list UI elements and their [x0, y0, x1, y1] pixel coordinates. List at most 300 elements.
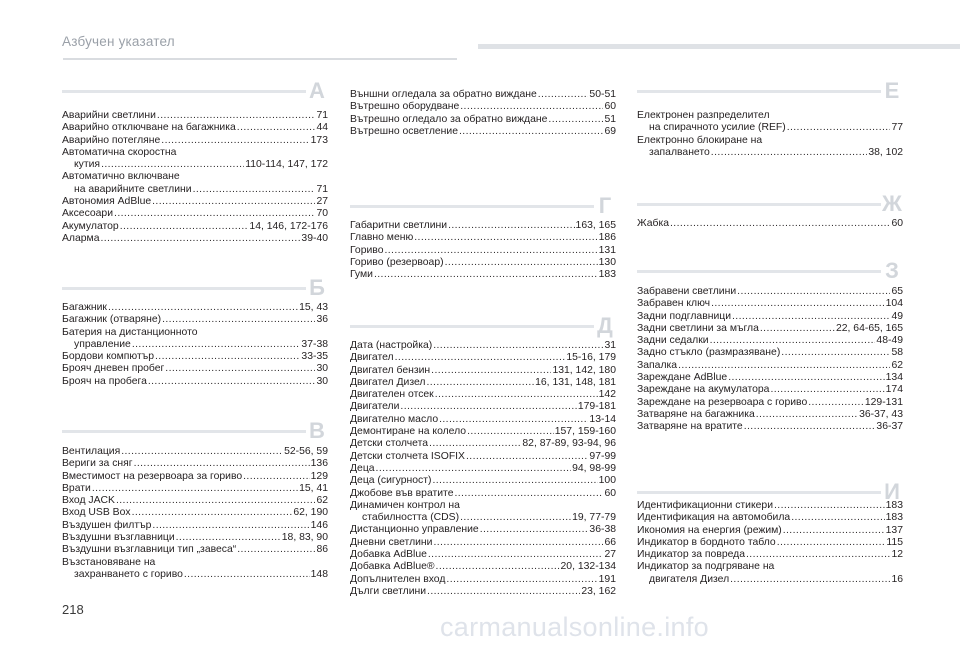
entry-page: 110-114, 147, 172 [245, 159, 328, 171]
entry-page: 23, 162 [581, 585, 616, 597]
entry-term: Въздушни възглавници тип „завеса“ [62, 544, 237, 556]
dot-leader [710, 335, 876, 347]
index-entry [637, 360, 903, 372]
index-entry [637, 525, 903, 537]
index-entry [62, 376, 328, 388]
entry-term: Въздушен филтър [62, 519, 152, 531]
entry-page: 146 [310, 519, 328, 531]
entry-term: Аварийно отключване на багажника [62, 122, 236, 134]
section-letter: А [306, 78, 328, 104]
index-section [62, 446, 328, 581]
entry-term: Задни подглавници [637, 310, 732, 322]
entry-term: кутия [74, 159, 101, 171]
dot-leader [132, 507, 293, 519]
entry-page: 30 [316, 375, 328, 387]
entry-term: Запалка [637, 359, 678, 371]
dot-leader [732, 311, 890, 323]
index-entry [637, 537, 903, 549]
entry-term: Електронен разпределител [637, 110, 770, 121]
entry-page: 31 [604, 340, 616, 351]
index-entry [62, 532, 328, 544]
entry-term: Дата (настройка) [350, 340, 433, 351]
entry-page: 52-56, 59 [284, 446, 328, 457]
entry-page: 131, 142, 180 [552, 364, 616, 376]
entry-term: Затваряне на вратите [637, 421, 743, 433]
index-entry [350, 220, 616, 232]
entry-page: 174 [885, 384, 903, 396]
index-entry [350, 269, 616, 281]
index-entry [62, 135, 328, 147]
entry-term: Габаритни светлини [350, 220, 448, 231]
index-entry [62, 196, 328, 208]
dot-leader [429, 438, 521, 450]
entry-term: Двигателен отсек [350, 389, 434, 401]
dot-leader [466, 451, 588, 463]
dot-leader [538, 89, 589, 101]
entry-term: Зареждане на акумулатора [637, 384, 770, 396]
dot-leader [435, 389, 598, 401]
entry-page: 60 [604, 101, 616, 113]
index-entry [350, 365, 616, 377]
dot-leader [460, 101, 603, 113]
dot-leader [791, 512, 884, 524]
index-entry [62, 569, 328, 581]
index-entry [637, 409, 903, 421]
section-divider [350, 193, 616, 218]
entry-page: 77 [891, 122, 903, 134]
index-entry [637, 512, 903, 524]
entry-page: 48-49 [876, 335, 903, 347]
entry-term: Автоматична скоростна [62, 146, 177, 158]
index-entry [62, 302, 328, 314]
entry-term: Вътрешно оборудване [350, 101, 460, 113]
dot-leader [670, 218, 890, 230]
entry-page: 39-40 [301, 232, 328, 244]
entry-page: 20, 132-134 [560, 561, 616, 573]
entry-page: 183 [885, 500, 903, 511]
entry-term: Главно меню [350, 232, 414, 244]
entry-page: 18, 83, 90 [281, 532, 328, 544]
page-number: 218 [62, 602, 84, 617]
index-entry [637, 347, 903, 359]
dot-leader [152, 520, 309, 532]
dot-leader [114, 208, 315, 220]
index-entry [350, 475, 616, 487]
index-entry [62, 208, 328, 220]
entry-term: Възстановяване на [62, 556, 156, 568]
entry-term: Гориво [350, 244, 384, 256]
index-entry [350, 438, 616, 450]
entry-page: 69 [604, 125, 616, 137]
entry-page: 70 [316, 208, 328, 220]
entry-page: 60 [604, 487, 616, 499]
section-letter: В [306, 418, 328, 444]
entry-page: 131 [598, 244, 616, 256]
entry-page: 137 [885, 524, 903, 536]
dot-leader [157, 110, 316, 122]
index-entry [350, 352, 616, 364]
index-entry [62, 184, 328, 196]
entry-page: 58 [891, 347, 903, 359]
entry-term: Задно стъкло (размразяване) [637, 347, 781, 359]
index-entry [637, 421, 903, 433]
entry-term: Вериги за сняг [62, 458, 133, 470]
entry-page: 36 [316, 314, 328, 326]
index-section [350, 220, 616, 281]
dot-leader [446, 574, 597, 586]
entry-term: Допълнителен вход [350, 573, 446, 585]
dot-leader [400, 401, 576, 413]
dot-leader [448, 220, 574, 232]
dot-leader [678, 360, 890, 372]
index-entry [350, 389, 616, 401]
entry-page: 134 [885, 372, 903, 384]
dot-leader [480, 524, 589, 536]
entry-term: запалването [649, 146, 710, 158]
index-entry [62, 233, 328, 245]
dot-leader [711, 147, 868, 159]
index-entry [637, 147, 903, 159]
dot-leader [445, 257, 598, 269]
entry-page: 115 [886, 536, 903, 548]
entry-page: 65 [891, 286, 903, 297]
entry-page: 71 [316, 183, 328, 195]
section-letter: Б [306, 275, 328, 301]
dot-leader [781, 347, 890, 359]
dot-leader [756, 409, 858, 421]
dot-leader [436, 561, 560, 573]
entry-term: Добавка AdBlue [350, 549, 427, 561]
dot-leader [433, 340, 603, 352]
index-entry [62, 446, 328, 458]
dot-leader [414, 232, 597, 244]
index-entry [62, 520, 328, 532]
entry-term: Вместимост на резервоара за гориво [62, 470, 243, 482]
index-section [350, 89, 616, 138]
index-entry [637, 372, 903, 384]
index-entry [350, 126, 616, 138]
index-entry [350, 512, 616, 524]
entry-page: 82, 87-89, 93-94, 96 [522, 438, 616, 450]
dot-leader [711, 298, 885, 310]
entry-page: 94, 98-99 [572, 462, 616, 474]
dot-leader [808, 397, 864, 409]
dot-leader [116, 495, 315, 507]
dot-leader [108, 302, 298, 314]
index-entry [350, 574, 616, 586]
entry-term: Жабка [637, 218, 669, 229]
entry-page: 36-37, 43 [859, 408, 903, 420]
entry-term: Гориво (резервоар) [350, 256, 444, 268]
dot-leader [184, 569, 310, 581]
dot-leader [777, 537, 886, 549]
dot-leader [774, 500, 885, 512]
entry-term: Аварийни светлини [62, 110, 156, 121]
index-entry [350, 245, 616, 257]
dot-leader [101, 159, 244, 171]
dot-leader [770, 384, 884, 396]
entry-term: Детски столчета ISOFIX [350, 450, 465, 462]
entry-term: Брояч на пробега [62, 375, 147, 387]
index-entry [350, 401, 616, 413]
entry-page: 129-131 [864, 396, 903, 408]
dot-leader [730, 574, 890, 586]
entry-page: 104 [885, 298, 903, 310]
index-entry [350, 89, 616, 101]
index-entry [350, 524, 616, 536]
entry-page: 16, 131, 148, 181 [535, 376, 616, 388]
section-letter: Ж [882, 191, 902, 216]
dot-leader [548, 114, 603, 126]
dot-leader [152, 196, 315, 208]
dot-leader [728, 372, 884, 384]
index-entry [637, 549, 903, 561]
index-entry [350, 463, 616, 475]
section-divider [62, 418, 328, 443]
entry-page: 157, 159-160 [554, 426, 616, 438]
index-entry [637, 574, 903, 586]
entry-term: Зареждане на резервоара с гориво [637, 396, 808, 408]
entry-page: 186 [598, 232, 616, 244]
index-entry [637, 397, 903, 409]
index-entry [637, 500, 903, 512]
section-letter: З [881, 258, 903, 284]
index-entry [350, 586, 616, 598]
entry-term: Джобове във вратите [350, 487, 454, 499]
entry-term: Електронно блокиране на [637, 134, 763, 146]
dot-leader [431, 365, 551, 377]
entry-term: Автономия AdBlue [62, 196, 152, 208]
entry-term: Индикатор за подгряване на [637, 561, 775, 573]
entry-term: Динамичен контрол на [350, 499, 460, 511]
entry-page: 71 [316, 110, 328, 121]
dot-leader [460, 512, 571, 524]
entry-term: Вътрешно осветление [350, 125, 458, 137]
entry-term: Двигателно масло [350, 413, 439, 425]
dot-leader [376, 463, 572, 475]
entry-page: 12 [891, 549, 903, 561]
section-divider [62, 275, 328, 300]
index-entry [62, 507, 328, 519]
dot-leader [384, 245, 597, 257]
entry-page: 62, 190 [293, 507, 328, 519]
dot-leader [428, 549, 604, 561]
dot-leader [134, 458, 310, 470]
entry-term: Дълги светлини [350, 585, 427, 597]
entry-term: Зареждане AdBlue [637, 372, 728, 384]
dot-leader [161, 135, 309, 147]
index-section [637, 286, 903, 434]
dot-leader [148, 376, 316, 388]
dot-leader [454, 488, 603, 500]
entry-term: на аварийните светлини [74, 183, 192, 195]
entry-page: 27 [604, 549, 616, 561]
section-letter: И [881, 479, 903, 505]
dot-leader [746, 549, 890, 561]
entry-page: 51 [604, 113, 616, 125]
header-rule-right [478, 44, 960, 49]
entry-term: захранването с гориво [74, 568, 183, 580]
entry-page: 19, 77-79 [572, 512, 616, 524]
entry-term: Забравен ключ [637, 298, 711, 310]
entry-page: 38, 102 [868, 146, 903, 158]
index-entry [62, 314, 328, 326]
dot-leader [467, 426, 554, 438]
dot-leader [155, 351, 300, 363]
index-entry [637, 323, 903, 335]
index-entry [637, 298, 903, 310]
dot-leader [426, 377, 534, 389]
entry-term: двигателя Дизел [649, 573, 730, 585]
section-letter: Д [594, 313, 616, 339]
section-divider [637, 258, 903, 283]
entry-term: Аварийно потегляне [62, 134, 161, 146]
entry-term: Акумулатор [62, 220, 119, 232]
entry-page: 130 [598, 256, 616, 268]
dot-leader [787, 122, 891, 134]
index-entry [62, 471, 328, 483]
dot-leader [165, 363, 315, 375]
index-entry [62, 483, 328, 495]
entry-term: Затваряне на багажника [637, 408, 755, 420]
entry-page: 16 [891, 573, 903, 585]
index-section [62, 110, 328, 245]
index-entry [62, 339, 328, 351]
index-entry [62, 351, 328, 363]
entry-page: 14, 146, 172-176 [249, 220, 328, 232]
entry-term: Идентификационни стикери [637, 500, 774, 511]
entry-page: 36-37 [876, 421, 903, 433]
entry-term: Багажник [62, 302, 107, 313]
entry-term: Дневни светлини [350, 536, 433, 548]
dot-leader [432, 475, 597, 487]
entry-page: 142 [598, 389, 616, 401]
entry-term: Идентификация на автомобила [637, 512, 791, 524]
index-entry [637, 384, 903, 396]
entry-term: Гуми [350, 269, 373, 281]
entry-page: 15-16, 179 [566, 352, 616, 364]
section-divider [637, 479, 903, 504]
entry-page: 97-99 [589, 450, 616, 462]
entry-page: 191 [598, 573, 616, 585]
entry-term: Индикатор в бордното табло [637, 536, 776, 548]
index-entry [350, 232, 616, 244]
entry-term: Двигател [350, 352, 394, 364]
entry-page: 22, 64-65, 165 [835, 322, 903, 334]
dot-leader [439, 414, 588, 426]
section-divider [350, 313, 616, 338]
index-section [637, 218, 903, 230]
dot-leader [92, 483, 298, 495]
entry-page: 62 [316, 495, 328, 507]
index-entry [637, 286, 903, 298]
dot-leader [162, 314, 315, 326]
entry-term: Двигатели [350, 401, 400, 413]
entry-term: Автоматично включване [62, 171, 180, 183]
dot-leader [433, 537, 603, 549]
dot-leader [193, 184, 316, 196]
index-entry [62, 363, 328, 375]
entry-term: Задни светлини за мъгла [637, 322, 759, 334]
dot-leader [427, 586, 580, 598]
dot-leader [237, 122, 316, 134]
entry-term: Забравени светлини [637, 286, 737, 297]
header-title: Азбучен указател [62, 34, 175, 49]
entry-term: Двигател Дизел [350, 376, 426, 388]
index-entry [350, 426, 616, 438]
entry-term: Добавка AdBlue® [350, 561, 435, 573]
entry-term: Икономия на енергия (режим) [637, 524, 782, 536]
entry-page: 50-51 [589, 89, 616, 100]
entry-page: 148 [310, 568, 328, 580]
index-section [637, 110, 903, 159]
entry-term: Детски столчета [350, 438, 429, 450]
entry-page: 62 [891, 359, 903, 371]
entry-term: Деца (сигурност) [350, 475, 432, 487]
entry-term: Индикатор за повреда [637, 549, 746, 561]
dot-leader [237, 544, 315, 556]
dot-leader [737, 286, 890, 298]
entry-page: 60 [891, 218, 903, 229]
index-entry [350, 414, 616, 426]
index-entry [350, 561, 616, 573]
entry-term: Въздушни възглавници [62, 532, 175, 544]
section-divider [637, 191, 903, 216]
index-entry [637, 218, 903, 230]
index-entry [62, 495, 328, 507]
section-divider [62, 78, 328, 103]
index-entry [350, 488, 616, 500]
entry-page: 30 [316, 363, 328, 375]
index-entry [350, 549, 616, 561]
entry-term: Външни огледала за обратно виждане [350, 89, 537, 100]
entry-page: 15, 41 [299, 482, 328, 494]
entry-page: 13-14 [589, 413, 616, 425]
entry-term: Аларма [62, 232, 100, 244]
section-letter: Г [594, 193, 616, 219]
index-entry [637, 311, 903, 323]
index-entry [62, 458, 328, 470]
dot-leader [783, 525, 885, 537]
index-section [350, 340, 616, 598]
index-section [637, 500, 903, 586]
entry-page: 44 [316, 122, 328, 134]
entry-term: Вход USB Box [62, 507, 131, 519]
index-entry [350, 377, 616, 389]
entry-term: Брояч дневен пробег [62, 363, 165, 375]
entry-term: Батерия на дистанционното [62, 326, 198, 338]
index-entry [350, 257, 616, 269]
entry-page: 183 [598, 269, 616, 281]
index-section [62, 302, 328, 388]
dot-leader [459, 126, 603, 138]
section-divider [637, 78, 903, 103]
entry-term: Демонтиране на колело [350, 426, 467, 438]
entry-term: Дистанционно управление [350, 524, 479, 536]
index-entry [350, 101, 616, 113]
dot-leader [243, 471, 310, 483]
index-entry [62, 110, 328, 122]
dot-leader [176, 532, 281, 544]
entry-page: 173 [310, 134, 328, 146]
index-entry [62, 159, 328, 171]
entry-term: Багажник (отваряне) [62, 314, 162, 326]
entry-page: 86 [316, 544, 328, 556]
entry-page: 66 [604, 536, 616, 548]
dot-leader [100, 233, 300, 245]
entry-page: 100 [598, 475, 616, 487]
entry-term: на спирачното усилие (REF) [649, 122, 786, 134]
